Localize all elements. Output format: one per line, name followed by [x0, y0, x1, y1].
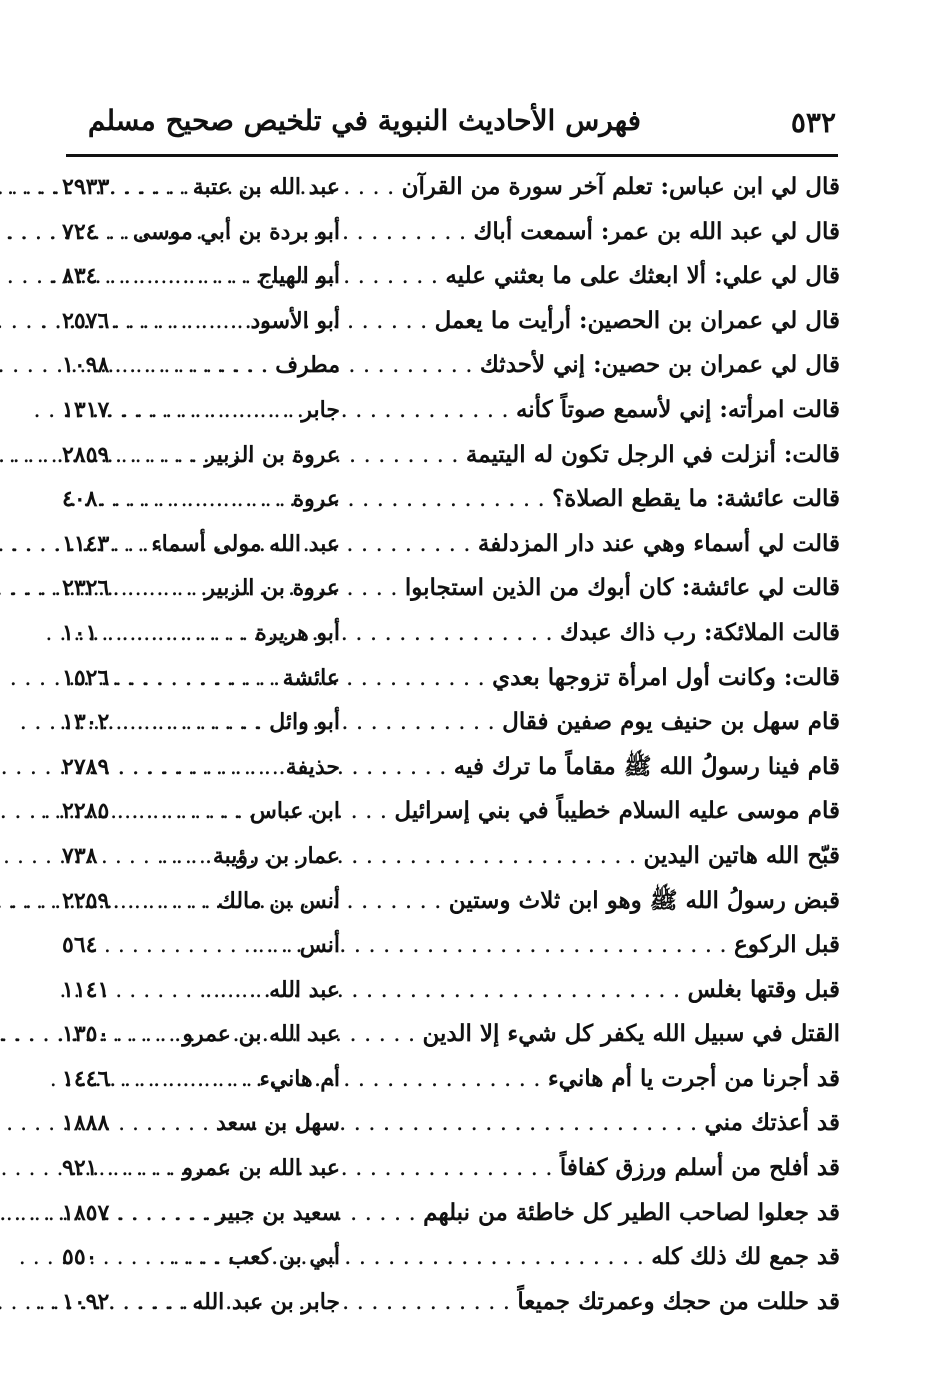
- hadith-text: قبض رسولُ الله ﷺ وهو ابن ثلاث وستين . . .: [340, 879, 840, 924]
- index-entry: [62, 1191, 840, 1236]
- hadith-number: ١٠٩٨: [62, 352, 110, 379]
- narrator-name: أنس بن مالك . . .: [154, 879, 340, 924]
- hadith-text: قام فينا رسولُ الله ﷺ مقاماً ما ترك فيه . . .: [340, 745, 840, 790]
- hadith-number: ٨٣٤: [62, 263, 98, 290]
- index-entry: [62, 1146, 840, 1191]
- index-entry: [62, 210, 840, 255]
- hadith-text: قال لي ابن عباس: تعلم آخر سورة من القرآن . . .: [340, 165, 840, 210]
- narrator-name: حذيفة . . .: [154, 745, 340, 790]
- narrator-name: أبو الأسود . . .: [154, 299, 340, 344]
- narrator-name: أبو هريرة . . .: [154, 611, 340, 656]
- narrator-name: عبد الله بن عمرو . . .: [154, 1012, 340, 1057]
- index-entry: [62, 700, 840, 745]
- hadith-text: قد أعذتك مني . . .: [340, 1101, 840, 1146]
- hadith-text: قالت الملائكة: رب ذاك عبدك . . .: [340, 611, 840, 656]
- hadith-number: ٢٥٧٦: [62, 307, 110, 334]
- hadith-text: قام موسى عليه السلام خطيباً في بني إسرائيل . . .: [340, 789, 840, 834]
- index-entry: [62, 299, 840, 344]
- index-entry: [62, 968, 840, 1013]
- hadith-text: قبّح الله هاتين اليدين . . .: [340, 834, 840, 879]
- page-number: ٥٣٢: [790, 106, 836, 139]
- hadith-number: ١٤٤٦: [62, 1065, 110, 1092]
- hadith-text: قال لي عمران بن الحصين: أرأيت ما يعمل . . .: [340, 299, 840, 344]
- narrator-name: عروة . . .: [154, 477, 340, 522]
- hadith-text: قد أفلح من أسلم ورزق كفافاً . . .: [340, 1146, 840, 1191]
- hadith-number: ٢٩٣٣: [62, 174, 110, 200]
- hadith-number: ٧٣٨: [62, 842, 98, 869]
- narrator-name: جابر . . .: [154, 388, 340, 433]
- narrator-name: عبد الله بن عتبة . . .: [154, 165, 340, 210]
- hadith-number: ١٣١٧: [62, 396, 110, 423]
- hadith-text: قد جعلوا لصاحب الطير كل خاطئة من نبلهم . . .: [340, 1191, 840, 1236]
- hadith-text: قالت لي أسماء وهي عند دار المزدلفة . . .: [340, 522, 840, 567]
- hadith-number: ٢٢٨٥: [62, 798, 110, 825]
- hadith-number: ١٨٥٧: [62, 1199, 110, 1226]
- narrator-name: مطرف . . .: [154, 343, 340, 388]
- hadith-index-list: [62, 165, 840, 1324]
- index-entry: [62, 789, 840, 834]
- hadith-number: ٢٨٥٩: [62, 441, 110, 468]
- hadith-number: ١١٤١: [62, 976, 110, 1003]
- narrator-name: عبد الله بن عمرو . . .: [154, 1146, 340, 1191]
- narrator-name: جابر بن عبد الله . . .: [154, 1280, 340, 1325]
- index-entry: [62, 1280, 840, 1325]
- hadith-number: ٤٠٨: [62, 486, 98, 513]
- hadith-number: ١٠٩٢: [62, 1288, 110, 1315]
- index-entry: [62, 388, 840, 433]
- hadith-text: القتل في سبيل الله يكفر كل شيء إلا الدين . . .: [340, 1012, 840, 1057]
- hadith-number: ١٨٨٨: [62, 1110, 110, 1137]
- index-entry: [62, 611, 840, 656]
- narrator-name: أبو بردة بن أبي موسى . . .: [154, 210, 340, 255]
- narrator-name: أبو وائل . . .: [154, 700, 340, 745]
- narrator-name: عبد الله . . .: [154, 968, 340, 1013]
- page-header: [66, 98, 836, 148]
- index-entry: [62, 1101, 840, 1146]
- index-entry: [62, 1057, 840, 1102]
- index-entry: [62, 656, 840, 701]
- hadith-text: قد أجرنا من أجرت يا أم هانيء . . .: [340, 1057, 840, 1102]
- hadith-text: قال لي عمران بن حصين: إني لأحدثك . . .: [340, 343, 840, 388]
- index-entry: [62, 433, 840, 478]
- narrator-name: عائشة . . .: [154, 656, 340, 701]
- hadith-text: قد حللت من حجك وعمرتك جميعاً . . .: [340, 1280, 840, 1325]
- narrator-name: عروة بن الزبير . . .: [154, 566, 340, 611]
- index-entry: [62, 566, 840, 611]
- hadith-text: قالت: وكانت أول امرأة تزوجها بعدي . . .: [340, 656, 840, 701]
- index-entry: [62, 477, 840, 522]
- narrator-name: عروة بن الزبير . . .: [154, 433, 340, 478]
- narrator-name: عبد الله مولى أسماء . . .: [154, 522, 340, 567]
- narrator-name: أبو الهياج . . .: [154, 254, 340, 299]
- hadith-text: قبل وقتها بغلس . . .: [340, 968, 840, 1013]
- hadith-number: ١١٤٣: [62, 530, 110, 557]
- narrator-name: أنس . . .: [154, 923, 340, 968]
- hadith-number: ٢٧٨٩: [62, 753, 110, 780]
- running-title: فهرس الأحاديث النبوية في تلخيص صحيح مسلم: [87, 104, 641, 137]
- narrator-name: أبي بن كعب . . .: [154, 1235, 340, 1280]
- hadith-number: ٥٦٤: [62, 932, 98, 959]
- narrator-name: أم هانيء . . .: [154, 1057, 340, 1102]
- hadith-text: قالت: أنزلت في الرجل تكون له اليتيمة . . .: [340, 433, 840, 478]
- hadith-text: قالت لي عائشة: كان أبوك من الذين استجابوا . . .: [340, 566, 840, 611]
- index-entry: [62, 879, 840, 924]
- hadith-text: قد جمع لك ذلك كله . . .: [340, 1235, 840, 1280]
- narrator-name: سهل بن سعد . . .: [154, 1101, 340, 1146]
- hadith-text: قام سهل بن حنيف يوم صفين فقال . . .: [340, 700, 840, 745]
- index-entry: [62, 254, 840, 299]
- hadith-text: قال لي عبد الله بن عمر: أسمعت أباك . . .: [340, 210, 840, 255]
- hadith-number: ٥٥٠: [62, 1244, 98, 1271]
- hadith-number: ١٥٢٦: [62, 664, 110, 691]
- index-entry: [62, 1012, 840, 1057]
- hadith-number: ١٠١: [62, 619, 98, 646]
- index-entry: [62, 834, 840, 879]
- hadith-number: ١٣٠٢: [62, 709, 110, 736]
- narrator-name: ابن عباس . . .: [154, 789, 340, 834]
- index-entry: [62, 745, 840, 790]
- hadith-number: ٢٢٥٩: [62, 887, 110, 914]
- hadith-text: قال لي علي: ألا ابعثك على ما بعثني عليه . . .: [340, 254, 840, 299]
- hadith-text: قبل الركوع . . .: [340, 923, 840, 968]
- index-entry: [62, 343, 840, 388]
- hadith-number: ١٣٥٠: [62, 1021, 110, 1048]
- narrator-name: سعيد بن جبير . . .: [154, 1191, 340, 1236]
- hadith-number: ٧٢٤: [62, 218, 98, 245]
- header-rule: [66, 154, 838, 157]
- hadith-text: قالت عائشة: ما يقطع الصلاة؟ . . .: [340, 477, 840, 522]
- hadith-number: ٩٢١: [62, 1155, 98, 1182]
- index-entry: [62, 165, 840, 210]
- index-entry: [62, 923, 840, 968]
- narrator-name: عمار بن رؤيبة . . .: [154, 834, 340, 879]
- index-entry: [62, 1235, 840, 1280]
- index-entry: [62, 522, 840, 567]
- hadith-text: قالت امرأته: إني لأسمع صوتاً كأنه . . .: [340, 388, 840, 433]
- hadith-number: ٢٣٢٦: [62, 575, 110, 602]
